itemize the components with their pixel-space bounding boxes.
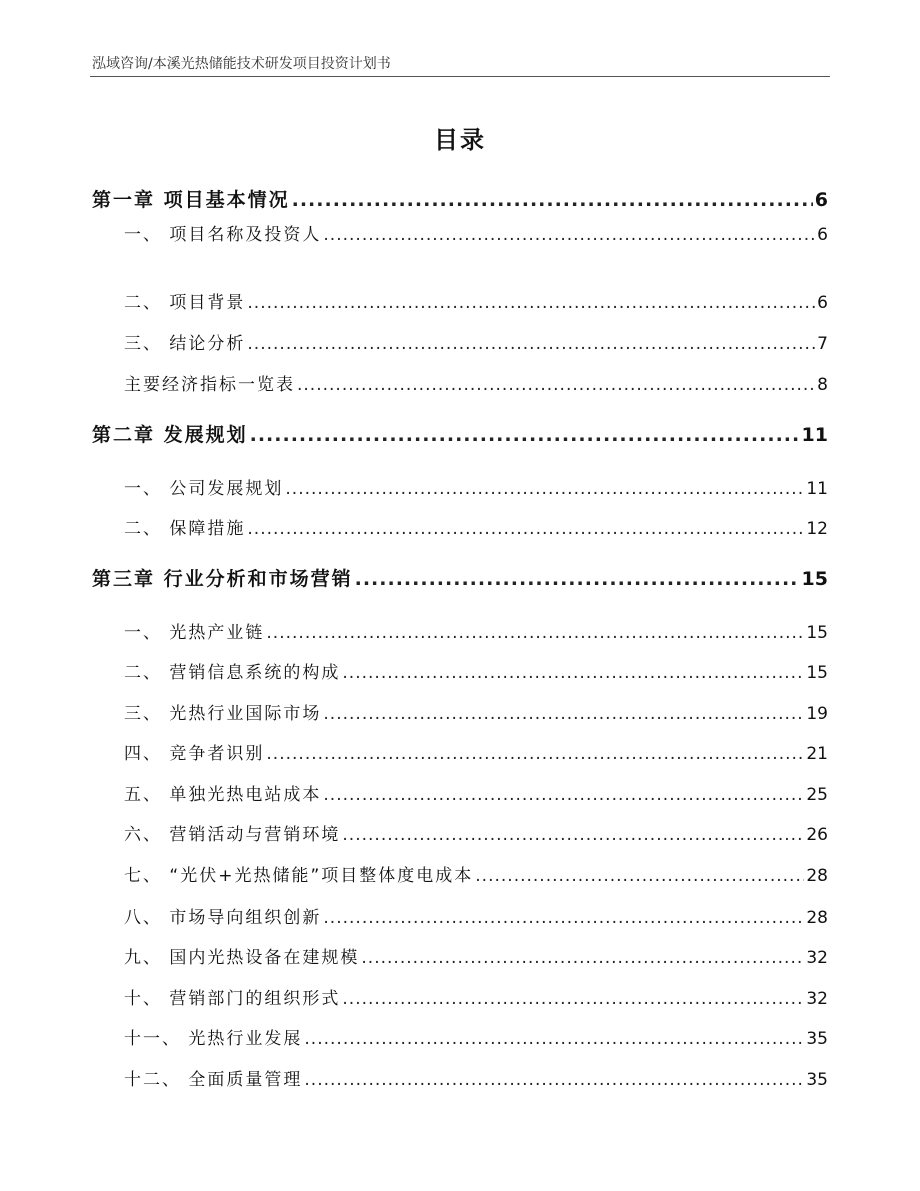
toc-entry-label: 三、 光热行业国际市场 — [124, 704, 322, 724]
toc-section-entry[interactable] — [92, 943, 828, 968]
toc-leader-dots — [323, 785, 804, 805]
toc-section-entry[interactable] — [92, 903, 828, 928]
toc-entry-label: 七、 “光伏+光热储能”项目整体度电成本 — [124, 866, 474, 886]
toc-entry-label: 十、 营销部门的组织形式 — [124, 989, 341, 1009]
toc-entry-label: 二、 项目背景 — [124, 293, 246, 313]
toc-section-entry[interactable] — [92, 1065, 828, 1090]
toc-leader-dots — [304, 1070, 804, 1090]
toc-section-entry[interactable] — [92, 820, 828, 845]
toc-entry-label: 十一、 光热行业发展 — [124, 1029, 303, 1049]
toc-entry-label: 十二、 全面质量管理 — [124, 1070, 303, 1090]
toc-entry-label: 二、 保障措施 — [124, 519, 246, 539]
toc-entry-label: 四、 竞争者识别 — [124, 744, 265, 764]
toc-chapter-entry[interactable] — [92, 185, 828, 212]
toc-section-entry[interactable] — [92, 780, 828, 805]
toc-entry-label: 一、 公司发展规划 — [124, 479, 284, 499]
toc-page-number: 28 — [806, 866, 828, 886]
toc-entry-label: 主要经济指标一览表 — [124, 375, 295, 395]
toc-leader-dots — [361, 948, 804, 968]
toc-page-number: 15 — [801, 568, 828, 590]
toc-page-number: 21 — [806, 744, 828, 764]
toc-page-number: 6 — [814, 189, 828, 211]
toc-page-number: 8 — [817, 375, 828, 395]
toc-leader-dots — [247, 293, 815, 313]
toc-chapter-entry[interactable] — [92, 564, 828, 591]
toc-page-number: 15 — [806, 663, 828, 683]
toc-section-entry[interactable] — [92, 370, 828, 395]
toc-leader-dots — [342, 663, 804, 683]
toc-section-entry[interactable] — [92, 739, 828, 764]
toc-page-number: 6 — [817, 293, 828, 313]
toc-page-number: 7 — [817, 334, 828, 354]
toc-leader-dots — [297, 375, 815, 395]
toc-entry-label: 二、 营销信息系统的构成 — [124, 663, 341, 683]
toc-page-number: 15 — [806, 623, 828, 643]
header-rule — [90, 76, 830, 77]
toc-leader-dots — [250, 424, 800, 446]
toc-leader-dots — [342, 825, 804, 845]
toc-section-entry[interactable] — [92, 699, 828, 724]
toc-entry-label: 九、 国内光热设备在建规模 — [124, 948, 360, 968]
toc-section-entry[interactable] — [92, 658, 828, 683]
toc-chapter-entry[interactable] — [92, 420, 828, 447]
toc-leader-dots — [323, 704, 804, 724]
toc-page-number: 11 — [806, 479, 828, 499]
toc-leader-dots — [355, 568, 800, 590]
toc-leader-dots — [304, 1029, 804, 1049]
toc-leader-dots — [266, 744, 804, 764]
toc-title: 目录 — [434, 126, 486, 154]
toc-section-entry[interactable] — [92, 861, 828, 886]
toc-leader-dots — [292, 189, 813, 211]
toc-page-number: 6 — [817, 225, 828, 245]
toc-page-number: 28 — [806, 908, 828, 928]
toc-entry-label: 六、 营销活动与营销环境 — [124, 825, 341, 845]
toc-entry-label: 五、 单独光热电站成本 — [124, 785, 322, 805]
toc-page-number: 19 — [806, 704, 828, 724]
toc-entry-label: 一、 光热产业链 — [124, 623, 265, 643]
toc-page-number: 26 — [806, 825, 828, 845]
toc-page-number: 32 — [806, 989, 828, 1009]
toc-section-entry[interactable] — [92, 329, 828, 354]
toc-section-entry[interactable] — [92, 514, 828, 539]
toc-entry-label: 第一章 项目基本情况 — [92, 189, 290, 211]
toc-entry-label: 第二章 发展规划 — [92, 424, 248, 446]
toc-section-entry[interactable] — [92, 618, 828, 643]
toc-section-entry[interactable] — [92, 220, 828, 245]
toc-entry-label: 第三章 行业分析和市场营销 — [92, 568, 353, 590]
page-header: 泓域咨询/本溪光热储能技术研发项目投资计划书 — [92, 56, 391, 72]
toc-entry-label: 三、 结论分析 — [124, 334, 246, 354]
toc-page-number: 12 — [806, 519, 828, 539]
toc-leader-dots — [266, 623, 804, 643]
toc-page-number: 35 — [806, 1070, 828, 1090]
toc-page-number: 32 — [806, 948, 828, 968]
toc-leader-dots — [285, 479, 804, 499]
toc-section-entry[interactable] — [92, 288, 828, 313]
toc-leader-dots — [342, 989, 804, 1009]
toc-section-entry[interactable] — [92, 984, 828, 1009]
toc-section-entry[interactable] — [92, 474, 828, 499]
toc-leader-dots — [247, 519, 804, 539]
toc-leader-dots — [247, 334, 815, 354]
toc-page-number: 25 — [806, 785, 828, 805]
toc-page-number: 11 — [801, 424, 828, 446]
toc-leader-dots — [475, 866, 804, 886]
toc-leader-dots — [323, 908, 804, 928]
toc-section-entry[interactable] — [92, 1024, 828, 1049]
toc-entry-label: 一、 项目名称及投资人 — [124, 225, 322, 245]
toc-entry-label: 八、 市场导向组织创新 — [124, 908, 322, 928]
toc-leader-dots — [323, 225, 815, 245]
toc-page-number: 35 — [806, 1029, 828, 1049]
